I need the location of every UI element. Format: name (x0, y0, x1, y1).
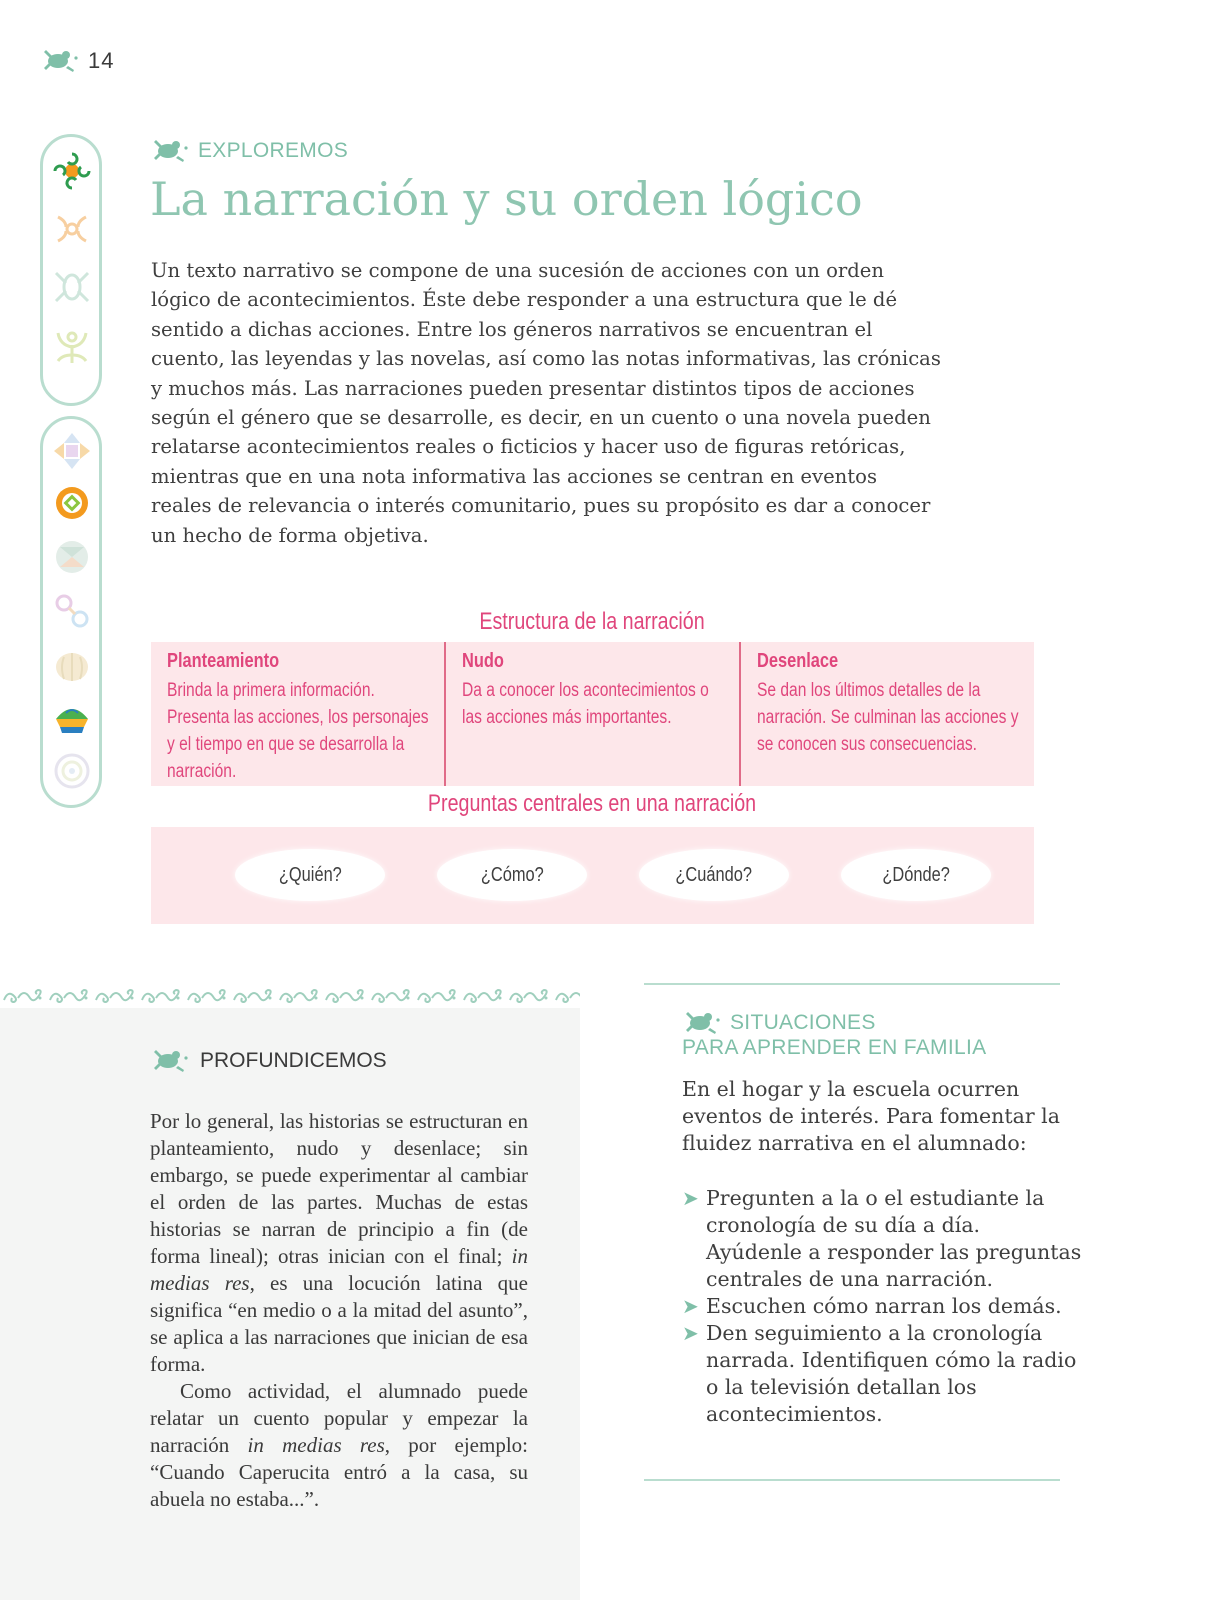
nav-icon-10[interactable] (52, 697, 92, 737)
nav-icon-1[interactable] (52, 151, 92, 191)
structure-column-desenlace (739, 642, 1034, 786)
frog-icon (150, 1048, 190, 1074)
structure-column-nudo (444, 642, 739, 786)
question-donde (841, 849, 991, 901)
chevron-right-icon: ➤ (682, 1186, 699, 1210)
question-como (437, 849, 587, 901)
italic-term: in medias res (150, 1244, 528, 1295)
situaciones-list (682, 1185, 1082, 1428)
structure-table (151, 642, 1034, 786)
nav-icon-9[interactable] (52, 645, 92, 685)
frog-icon (682, 1010, 722, 1036)
page-number: 14 (88, 48, 115, 73)
nav-icon-3[interactable] (52, 267, 92, 307)
side-nav-group-top (40, 134, 102, 406)
nav-icon-11[interactable] (52, 751, 92, 791)
column-text: Brinda la primera información. Presenta las acciones, los personajes y el tiempo en que se desarrolla la narración. (167, 680, 429, 782)
section-label: EXPLOREMOS (198, 139, 349, 162)
structure-column-planteamiento (151, 642, 444, 786)
questions-panel (151, 827, 1034, 924)
divider (644, 1479, 1060, 1481)
text-run: , por ejemplo: “Cuando Caperucita entró a la casa, su abuela no estaba...”. (150, 1433, 528, 1511)
section-label: PROFUNDICEMOS (200, 1049, 387, 1072)
text-run: Como actividad, el alumnado puede relatar un cuento popular y empezar la narración (150, 1379, 528, 1457)
question-label: ¿Cuándo? (675, 863, 753, 886)
italic-term: in medias res (247, 1433, 385, 1457)
list-item (682, 1293, 1082, 1320)
nav-icon-7[interactable] (52, 537, 92, 577)
divider (644, 983, 1060, 985)
nav-icon-8[interactable] (52, 591, 92, 631)
intro-paragraph: Un texto narrativo se compone de una sucesión de acciones con un orden lógico de acontecimientos. Éste debe responder a una estructura que le dé sentido a dichas acciones. Entre los géneros narrativos se encuentran el cuento, las leyendas y las novelas, así como las notas informativas, las crónicas y muchos más. Las narraciones pueden presentar distintos tipos de acciones según el género que se desarrolle, es decir, en un cuento o una novela pueden relatarse acontecimientos reales o ficticios y hacer uso de figuras retóricas, mientras que en una nota informativa las acciones se centran en eventos reales de relevancia o interés comunitario, pues su propósito es dar a conocer un hecho de forma objetiva. (151, 259, 941, 547)
list-item-text: Den seguimiento a la cronología narrada. Identifiquen cómo la radio o la televisión detallan los acontecimientos. (706, 1321, 1077, 1426)
nav-icon-2[interactable] (52, 209, 92, 249)
exploremos-header (150, 138, 348, 164)
column-title: Desenlace (757, 650, 839, 672)
nav-icon-4[interactable] (52, 327, 92, 367)
column-title: Planteamiento (167, 650, 280, 672)
question-label: ¿Cómo? (480, 863, 544, 886)
list-item-text: Escuchen cómo narran los demás. (706, 1294, 1062, 1318)
nav-icon-5[interactable] (52, 431, 92, 471)
structure-title: Estructura de la narración (479, 608, 705, 635)
list-item-text: Pregunten a la o el estudiante la cronología de su día a día. Ayúdenle a responder las preguntas centrales de una narración. (706, 1186, 1082, 1291)
decorative-border (0, 984, 580, 1008)
nav-icon-6[interactable] (52, 483, 92, 523)
profundicemos-body (150, 1108, 528, 1513)
question-label: ¿Quién? (278, 863, 342, 886)
section-label-line1: SITUACIONES (730, 1011, 876, 1034)
frog-icon (150, 138, 190, 164)
section-label-line2: PARA APRENDER EN FAMILIA (682, 1036, 987, 1059)
column-text: Se dan los últimos detalles de la narración. Se culminan las acciones y se conocen sus consecuencias. (757, 680, 1019, 755)
side-nav-group-bottom (40, 416, 102, 808)
paragraph (150, 1108, 528, 1378)
chevron-right-icon: ➤ (682, 1294, 699, 1318)
frog-icon (40, 48, 80, 74)
column-text: Da a conocer los acontecimientos o las acciones más importantes. (462, 680, 709, 728)
chevron-right-icon: ➤ (682, 1321, 699, 1345)
page-header (40, 46, 114, 76)
question-label: ¿Dónde? (882, 863, 950, 886)
question-cuando (639, 849, 789, 901)
situaciones-intro: En el hogar y la escuela ocurren eventos de interés. Para fomentar la fluidez narrativa en el alumnado: (682, 1077, 1060, 1155)
column-title: Nudo (462, 650, 504, 672)
situaciones-header (682, 1010, 986, 1060)
list-item (682, 1320, 1082, 1428)
text-run: Por lo general, las historias se estructuran en planteamiento, nudo y desenlace; sin embargo, se puede experimentar al cambiar el orden de las partes. Muchas de estas historias se narran de principio a fin (de forma lineal); otras inician con el final; (150, 1109, 528, 1268)
paragraph (150, 1378, 528, 1513)
list-item (682, 1185, 1082, 1293)
page-title: La narración y su orden lógico (150, 172, 863, 226)
profundicemos-header (150, 1048, 387, 1074)
questions-title: Preguntas centrales en una narración (427, 790, 757, 817)
question-quien (235, 849, 385, 901)
text-run: , es una locución latina que significa “en medio o a la mitad del asunto”, se aplica a las narraciones que inician de esa forma. (150, 1271, 528, 1376)
